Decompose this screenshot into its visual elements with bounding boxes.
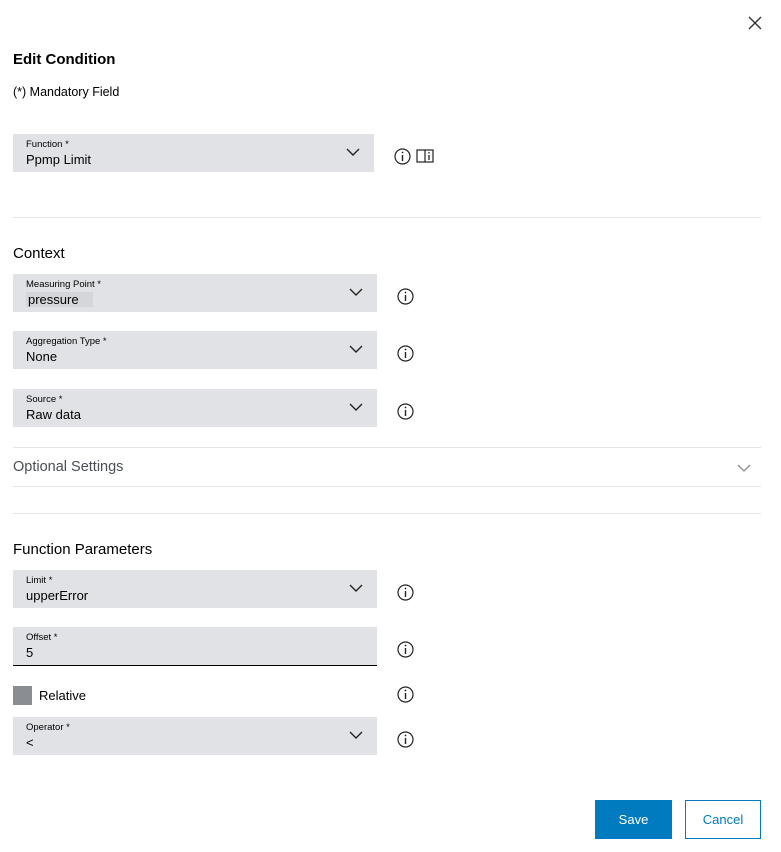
measuring-point-select[interactable] bbox=[13, 274, 377, 312]
function-select[interactable] bbox=[13, 134, 374, 172]
info-icon[interactable] bbox=[397, 686, 414, 703]
operator-value: < bbox=[26, 735, 34, 750]
info-icon[interactable] bbox=[397, 345, 414, 362]
divider bbox=[13, 217, 761, 218]
chevron-down-icon bbox=[346, 147, 360, 157]
source-label: Source * bbox=[26, 394, 63, 405]
chevron-down-icon bbox=[349, 287, 363, 297]
limit-value: upperError bbox=[26, 588, 89, 603]
operator-label: Operator * bbox=[26, 722, 70, 733]
limit-label: Limit * bbox=[26, 575, 53, 586]
aggregation-type-select[interactable] bbox=[13, 331, 377, 369]
operator-select[interactable] bbox=[13, 717, 377, 755]
chevron-down-icon bbox=[349, 402, 363, 412]
mandatory-note: (*) Mandatory Field bbox=[13, 85, 120, 99]
context-heading: Context bbox=[13, 245, 65, 262]
measuring-point-label: Measuring Point * bbox=[26, 279, 101, 290]
info-icon[interactable] bbox=[394, 148, 411, 165]
info-icon[interactable] bbox=[397, 288, 414, 305]
close-icon[interactable] bbox=[744, 12, 766, 34]
function-label: Function * bbox=[26, 139, 69, 150]
info-icon[interactable] bbox=[397, 403, 414, 420]
aggregation-type-value: None bbox=[26, 349, 58, 364]
relative-checkbox[interactable] bbox=[13, 686, 32, 705]
cancel-button[interactable]: Cancel bbox=[685, 800, 761, 839]
chevron-down-icon bbox=[349, 730, 363, 740]
function-value: Ppmp Limit bbox=[26, 152, 92, 167]
info-icon[interactable] bbox=[397, 641, 414, 658]
measuring-point-value: pressure bbox=[26, 292, 93, 307]
save-button[interactable]: Save bbox=[595, 800, 672, 839]
info-icon[interactable] bbox=[397, 584, 414, 601]
optional-settings-toggle[interactable] bbox=[13, 447, 761, 487]
offset-label: Offset * bbox=[26, 632, 58, 643]
function-parameters-heading: Function Parameters bbox=[13, 541, 153, 558]
info-icon[interactable] bbox=[397, 731, 414, 748]
limit-select[interactable] bbox=[13, 570, 377, 608]
chevron-down-icon bbox=[349, 583, 363, 593]
offset-value: 5 bbox=[26, 645, 34, 660]
divider bbox=[13, 513, 761, 514]
aggregation-type-label: Aggregation Type * bbox=[26, 336, 107, 347]
dialog-title: Edit Condition bbox=[13, 51, 116, 68]
source-value: Raw data bbox=[26, 407, 81, 422]
relative-label: Relative bbox=[39, 688, 86, 703]
book-info-icon[interactable] bbox=[416, 148, 434, 164]
chevron-down-icon bbox=[349, 344, 363, 354]
optional-settings-label: Optional Settings bbox=[13, 459, 124, 475]
chevron-down-icon bbox=[737, 463, 751, 473]
offset-input[interactable] bbox=[13, 627, 377, 666]
source-select[interactable] bbox=[13, 389, 377, 427]
